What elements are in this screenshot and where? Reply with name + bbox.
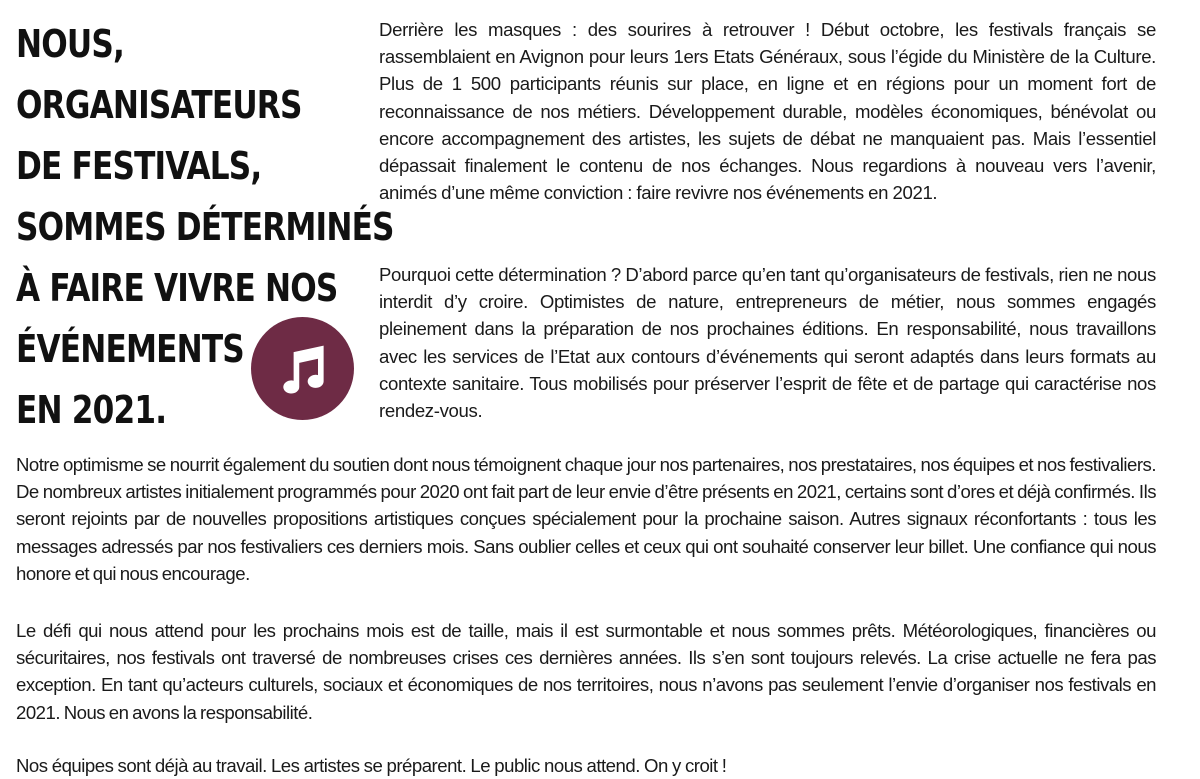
headline-line: À FAIRE VIVRE NOS	[16, 266, 338, 310]
headline-line: ÉVÉNEMENTS	[16, 327, 244, 371]
paragraph-closing: Nos équipes sont déjà au travail. Les artistes se préparent. Le public nous attend. On y croit !	[16, 755, 727, 776]
headline-line: SOMMES DÉTERMINÉS	[16, 205, 394, 249]
headline-line: ORGANISATEURS	[16, 83, 302, 127]
music-badge	[251, 317, 354, 420]
headline-line: EN 2021.	[16, 388, 167, 432]
headline-line: NOUS,	[16, 22, 125, 66]
music-note-icon	[273, 339, 333, 399]
paragraph-challenge: Le défi qui nous attend pour les prochains mois est de taille, mais il est surmontable et nous sommes prêts. Météorologiques, financières ou sécuritaires, nos festivals ont traversé de nombreuses crises ces dernières années. Ils s’en sont toujours relevés. La crise actuelle ne fera pas exception. En tant qu’acteurs culturels, sociaux et économiques de nos territoires, nous n’avons pas seulement l’envie d’organiser nos festivals en 2021. Nous en avons la responsabilité.	[16, 620, 1156, 723]
paragraph-intro: Derrière les masques : des sourires à retrouver ! Début octobre, les festivals français se rassemblaient en Avignon pour leurs 1ers Etats Généraux, sous l’égide du Ministère de la Culture. Plus de 1 500 participants réunis sur place, en ligne et en régions pour un moment fort de reconnaissance de nos métiers. Développement durable, modèles économiques, bénévolat ou encore accompagnement des artistes, les sujets de débat ne manquaient pas. Mais l’essentiel dépassait finalement le contenu de nos échanges. Nous regardions à nouveau vers l’avenir, animés d’une même conviction : faire revivre nos événements en 2021.	[379, 19, 1156, 204]
paragraph-optimism: Notre optimisme se nourrit également du soutien dont nous témoignent chaque jour nos partenaires, nos prestataires, nos équipes et nos festivaliers. De nombreux artistes initialement programmés pour 2020 ont fait part de leur envie d’être présents en 2021, certains sont d’ores et déjà confirmés. Ils seront rejoints par de nouvelles propositions artistiques conçues spécialement pour la prochaine saison. Autres signaux réconfortants : tous les messages adressés par nos festivaliers ces derniers mois. Sans oublier celles et ceux qui ont souhaité conserver leur billet. Une confiance qui nous honore et qui nous encourage.	[16, 454, 1156, 584]
headline-line: DE FESTIVALS,	[16, 144, 262, 188]
paragraph-determination: Pourquoi cette détermination ? D’abord parce qu’en tant qu’organisateurs de festivals, rien ne nous interdit d’y croire. Optimistes de nature, entrepreneurs de métier, nous sommes engagés pleinement dans la préparation de nos prochaines éditions. En responsabilité, nous travaillons avec les services de l’Etat aux contours d’événements qui seront adaptés dans leurs formats au contexte sanitaire. Tous mobilisés pour préserver l’esprit de fête et de partage qui caractérise nos rendez-vous.	[379, 264, 1156, 422]
